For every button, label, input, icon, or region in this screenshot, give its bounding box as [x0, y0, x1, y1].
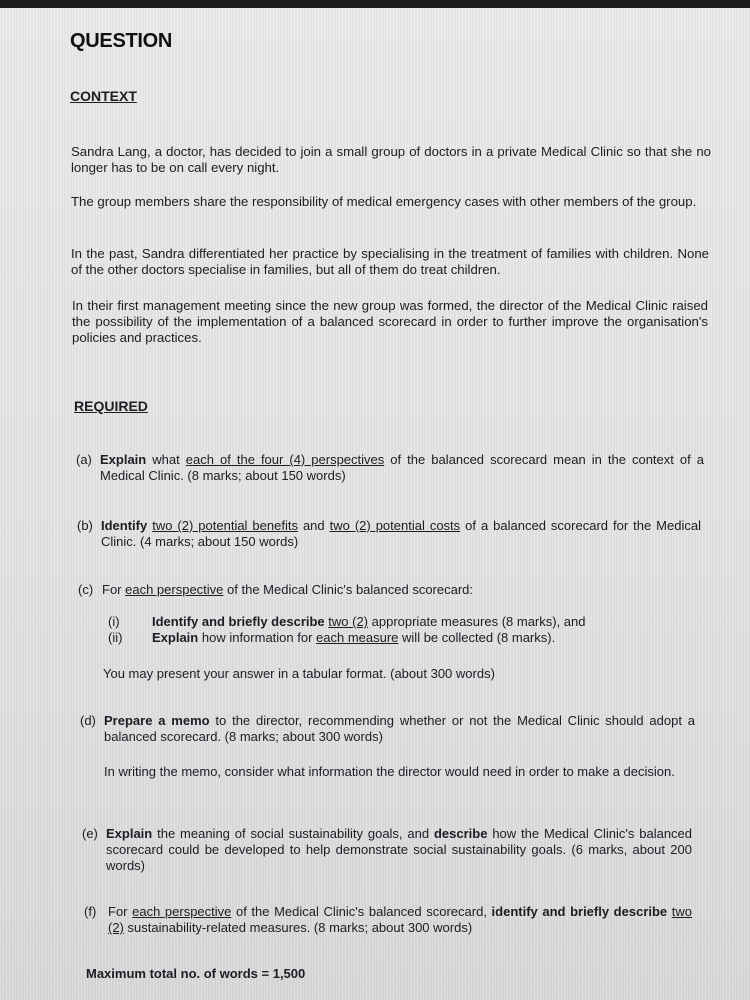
question-b-underlined-1: two (2) potential benefits	[152, 518, 298, 533]
question-e-verb: Explain	[106, 826, 153, 841]
question-c-subitems	[108, 614, 638, 646]
question-a	[76, 452, 704, 484]
question-b-text-3: of a balanced scorecard for the Medical Clinic. (4 marks; about 150 words)	[101, 518, 701, 549]
context-paragraph-1: Sandra Lang, a doctor, has decided to join a small group of doctors in a private Medical Clinic so that she no longer has to be on call every night.	[71, 144, 711, 175]
question-a-text	[100, 452, 704, 484]
subitem-ii-verb: Explain	[152, 630, 199, 645]
question-e	[82, 826, 692, 874]
question-c-text-1: For	[102, 582, 126, 597]
question-f-text-4: sustainability-related measures. (8 marks; about 300 words)	[123, 920, 473, 935]
subitem-ii-text-1: how information for	[198, 630, 317, 645]
question-d-label: (d)	[80, 713, 96, 728]
question-c-text	[102, 582, 698, 598]
context-heading: CONTEXT	[70, 88, 137, 104]
question-d-note: In writing the memo, consider what information the director would need in order to make a decision.	[104, 764, 675, 779]
question-c-label: (c)	[78, 582, 94, 597]
question-f-text	[108, 904, 692, 936]
question-c-subitem-i	[108, 614, 638, 630]
question-b	[77, 518, 701, 550]
context-paragraph-4: In their first management meeting since the new group was formed, the director of the Medical Clinic raised the possibility of the implementation of a balanced scorecard in order to further improve the organisation's policies and practices.	[72, 298, 708, 345]
question-f-text-2: of the Medical Clinic's balanced scorecard,	[231, 904, 492, 919]
question-c-text-2: of the Medical Clinic's balanced scorecard:	[223, 582, 474, 597]
question-a-text-2: of the balanced scorecard mean in the context of a Medical Clinic. (8 marks; about 150 words)	[100, 452, 704, 483]
question-b-text-2: and	[297, 518, 330, 533]
question-a-text-1: what	[146, 452, 186, 467]
question-a-label: (a)	[76, 452, 92, 467]
subitem-i-verb: Identify and briefly describe	[152, 614, 325, 629]
context-paragraph-2: The group members share the responsibility of medical emergency cases with other members of the group.	[71, 194, 697, 209]
required-heading: REQUIRED	[74, 398, 148, 414]
question-c-note: You may present your answer in a tabular format. (about 300 words)	[103, 666, 495, 681]
question-f-label: (f)	[84, 904, 97, 919]
question-c-subitem-ii	[108, 630, 638, 646]
question-b-underlined-2: two (2) potential costs	[329, 518, 461, 533]
page-title: QUESTION	[70, 30, 173, 52]
subitem-i-text-2: appropriate measures (8 marks), and	[368, 614, 586, 629]
question-f-verb: identify and briefly describe	[491, 904, 668, 919]
question-b-verb: Identify	[101, 518, 148, 533]
question-f	[84, 904, 692, 936]
question-e-text	[106, 826, 692, 874]
question-d-verb: Prepare a memo	[104, 713, 210, 728]
subitem-ii-underlined: each measure	[316, 630, 399, 645]
question-e-label: (e)	[82, 826, 98, 841]
subitem-i-underlined: two (2)	[328, 614, 369, 629]
subitem-ii-text-2: will be collected (8 marks).	[398, 630, 556, 645]
question-c	[78, 582, 698, 598]
question-a-underlined: each of the four (4) perspectives	[185, 452, 385, 467]
question-b-text	[101, 518, 701, 550]
question-e-text-1: the meaning of social sustainability goals, and	[152, 826, 434, 841]
document-page	[0, 8, 750, 1000]
question-c-underlined: each perspective	[125, 582, 224, 597]
question-b-label: (b)	[77, 518, 93, 533]
max-words-total: Maximum total no. of words = 1,500	[86, 966, 306, 981]
question-e-verb-2: describe	[433, 826, 488, 841]
question-f-underlined-2: two (2)	[108, 904, 692, 935]
question-f-text-1: For	[108, 904, 133, 919]
question-f-underlined-1: each perspective	[132, 904, 232, 919]
question-a-verb: Explain	[100, 452, 147, 467]
question-e-text-2: how the Medical Clinic's balanced scorecard could be developed to help demonstrate social sustainability goals. (6 marks, about 200 words)	[106, 826, 693, 873]
subitem-ii-label: (ii)	[108, 630, 123, 645]
question-d-text	[104, 713, 695, 745]
subitem-i-label: (i)	[108, 614, 120, 629]
question-d-text-1: to the director, recommending whether or not the Medical Clinic should adopt a balanced scorecard. (8 marks; about 300 words)	[104, 713, 695, 744]
question-d	[80, 713, 695, 745]
context-paragraph-3: In the past, Sandra differentiated her practice by specialising in the treatment of families with children. None of the other doctors specialise in families, but all of them do treat children.	[71, 246, 709, 277]
